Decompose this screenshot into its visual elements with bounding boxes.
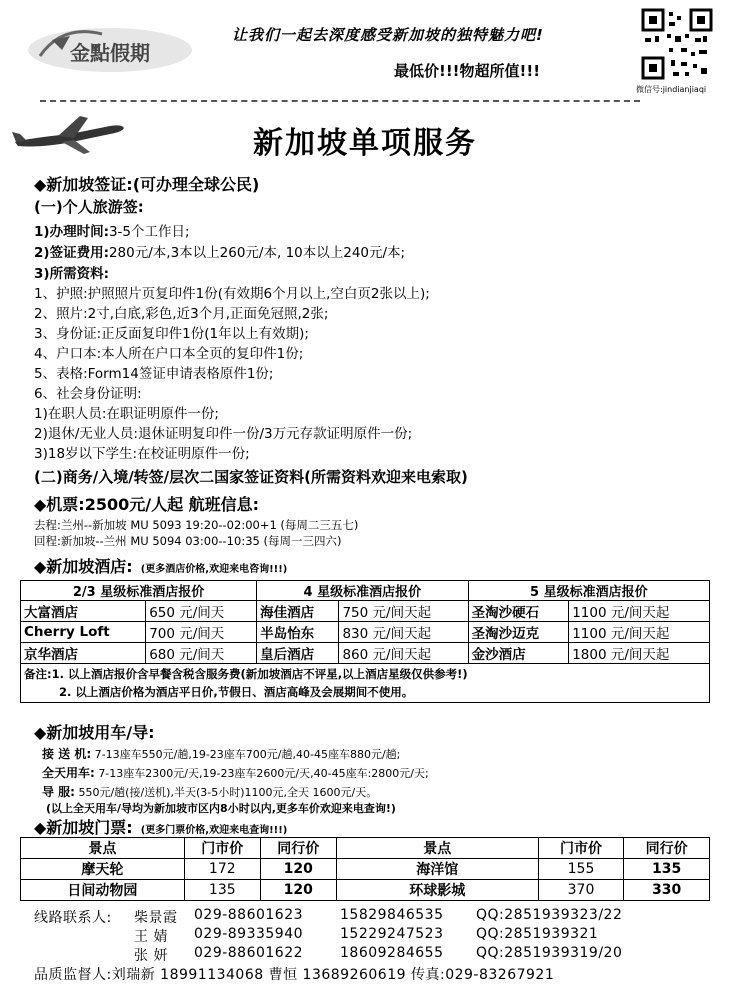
table-row	[21, 859, 710, 880]
hotel-name: 海佳酒店	[257, 601, 339, 622]
wechat-id: 微信号:jindianjiaqi	[636, 85, 707, 94]
table-row	[21, 622, 710, 643]
table-header-row	[21, 838, 710, 859]
personal-visa-heading: (一)个人旅游签:	[34, 198, 144, 216]
hotel-remark: 备注:1. 以上酒店报价含早餐含税含服务费(新加坡酒店不评星,以上酒店星级仅供参考!) 2. 以上酒店价格为酒店平日价,节假日、酒店高峰及会展期间不使用。	[21, 664, 710, 703]
table-header: 同行价	[624, 838, 710, 859]
table-header: 景点	[21, 838, 185, 859]
flight-heading: ◆机票:2500元/人起 航班信息:	[34, 495, 260, 514]
contact-qq: QQ:2851939319/20	[476, 945, 623, 961]
visa-doc: 2)退休/无业人员:退休证明复印件一份/3万元存款证明原件一份;	[34, 426, 413, 442]
table-header: 门市价	[184, 838, 260, 859]
ticket-heading: ◆新加坡门票: (更多门票价格,欢迎来电查询!!!)	[34, 818, 288, 837]
contact-qq: QQ:2851939321	[476, 926, 599, 942]
car-line: 导 服: 550元/趟(接/送机),半天(3-5小时)1100元,全天 1600元/天。	[42, 785, 378, 799]
hotel-price: 1100 元/间天起	[569, 622, 710, 643]
contact-name: 张 妍	[134, 948, 168, 964]
hotel-price: 700 元/间天	[146, 622, 257, 643]
ticket-cell: 摩天轮	[21, 859, 185, 880]
hotel-price: 830 元/间天起	[339, 622, 468, 643]
hotel-price: 680 元/间天	[146, 643, 257, 664]
table-row	[21, 643, 710, 664]
visa-line: 1)办理时间:3-5个工作日;	[34, 224, 190, 240]
visa-doc: 6、社会身份证明:	[34, 386, 142, 402]
table-header-row	[21, 581, 710, 601]
visa-doc: 2、照片:2寸,白底,彩色,近3个月,正面免冠照,2张;	[34, 306, 329, 322]
car-note: (以上全天用车/导均为新加坡市区内8小时以内,更多车价欢迎来电查询!)	[46, 802, 396, 815]
visa-doc: 1)在职人员:在职证明原件一份;	[34, 406, 219, 422]
visa-doc: 5、表格:Form14签证申请表格原件1份;	[34, 366, 274, 382]
hotel-name: 金沙酒店	[468, 643, 569, 664]
contact-label: 线路联系人:	[34, 910, 112, 926]
airplane-icon	[10, 112, 130, 157]
car-line: 接 送 机: 7-13座车550元/趟,19-23座车700元/趟,40-45座车880元/趟;	[42, 747, 401, 761]
contact-qq: QQ:2851939323/22	[476, 907, 623, 923]
visa-doc: 4、户口本:本人所在户口本全页的复印件1份;	[34, 346, 304, 362]
company-logo	[22, 16, 197, 78]
visa-doc: 3)18岁以下学生:在校证明原件一份;	[34, 446, 250, 462]
visa-doc: 3、身份证:正反面复印件1份(1年以上有效期);	[34, 326, 309, 342]
hotel-name: 圣淘沙硬石	[468, 601, 569, 622]
contact-mobile: 18609284655	[340, 945, 444, 961]
hotel-name: 大富酒店	[21, 601, 146, 622]
hotel-price: 1800 元/间天起	[569, 643, 710, 664]
table-row	[21, 880, 710, 901]
slogan: 让我们一起去深度感受新加坡的独特魅力吧!	[232, 26, 544, 44]
ticket-cell: 135	[624, 859, 710, 880]
hotel-price: 860 元/间天起	[339, 643, 468, 664]
flight-outbound: 去程:兰州--新加坡 MU 5093 19:20--02:00+1 (每周二三五七)	[34, 518, 359, 532]
car-line: 全天用车: 7-13座车2300元/天,19-23座车2600元/天,40-45座车:2800元/天;	[42, 766, 429, 780]
ticket-note: (更多门票价格,欢迎来电查询!!!)	[140, 825, 288, 836]
ticket-cell: 330	[624, 880, 710, 901]
contact-phone: 029-88601622	[194, 945, 304, 961]
hotel-note: (更多酒店价格,欢迎来电咨询!!!)	[140, 564, 288, 575]
hotel-name: 京华酒店	[21, 643, 146, 664]
table-row	[21, 664, 710, 703]
hotel-price: 750 元/间天起	[339, 601, 468, 622]
hotel-name: 半岛怡东	[257, 622, 339, 643]
ticket-cell: 120	[260, 880, 336, 901]
ticket-price-table	[20, 837, 710, 901]
ticket-cell: 370	[538, 880, 624, 901]
hotel-name: Cherry Loft	[21, 622, 146, 643]
qr-code-icon	[641, 8, 713, 80]
contact-mobile: 15829846535	[340, 907, 444, 923]
car-heading: ◆新加坡用车/导:	[34, 723, 155, 742]
table-header: 门市价	[538, 838, 624, 859]
table-header: 景点	[336, 838, 538, 859]
ticket-cell: 120	[260, 859, 336, 880]
header-divider	[40, 100, 640, 102]
visa-heading: ◆新加坡签证:(可办理全球公民)	[34, 175, 260, 194]
hotel-price: 1100 元/间天起	[569, 601, 710, 622]
ticket-cell: 日间动物园	[21, 880, 185, 901]
hotel-heading: ◆新加坡酒店: (更多酒店价格,欢迎来电咨询!!!)	[34, 557, 288, 576]
hotel-price-table	[20, 580, 710, 703]
contact-mobile: 15229247523	[340, 926, 444, 942]
business-visa-heading: (二)商务/入境/转签/层次二国家签证资料(所需资料欢迎来电索取)	[34, 468, 468, 486]
visa-doc: 1、护照:护照照片页复印件1份(有效期6个月以上,空白页2张以上);	[34, 286, 430, 302]
ticket-cell: 环球影城	[336, 880, 538, 901]
contact-phone: 029-88601623	[194, 907, 304, 923]
table-row	[21, 601, 710, 622]
flight-return: 回程:新加坡--兰州 MU 5094 03:00--10:35 (每周一三四六)	[34, 534, 342, 548]
table-header: 5 星级标准酒店报价	[468, 581, 709, 601]
hotel-name: 皇后酒店	[257, 643, 339, 664]
ticket-cell: 155	[538, 859, 624, 880]
contact-name: 王 婧	[134, 929, 168, 945]
ticket-cell: 135	[184, 880, 260, 901]
contact-name: 柴景霞	[134, 910, 178, 926]
hotel-price: 650 元/间天	[146, 601, 257, 622]
table-header: 2/3 星级标准酒店报价	[21, 581, 257, 601]
quality-supervisor: 品质监督人:刘瑞新 18991134068 曹恒 13689260619 传真:029-83267921	[34, 967, 555, 983]
hotel-name: 圣淘沙迈克	[468, 622, 569, 643]
price-slogan: 最低价!!!物超所值!!!	[394, 62, 541, 80]
visa-line: 2)签证费用:280元/本,3本以上260元/本, 10本以上240元/本;	[34, 245, 406, 261]
ticket-cell: 海洋馆	[336, 859, 538, 880]
table-header: 同行价	[260, 838, 336, 859]
table-header: 4 星级标准酒店报价	[257, 581, 469, 601]
contact-phone: 029-89335940	[194, 926, 304, 942]
page-title: 新加坡单项服务	[253, 126, 477, 161]
logo-text: 金點假期	[70, 41, 150, 65]
visa-line: 3)所需资料:	[34, 266, 109, 282]
ticket-cell: 172	[184, 859, 260, 880]
